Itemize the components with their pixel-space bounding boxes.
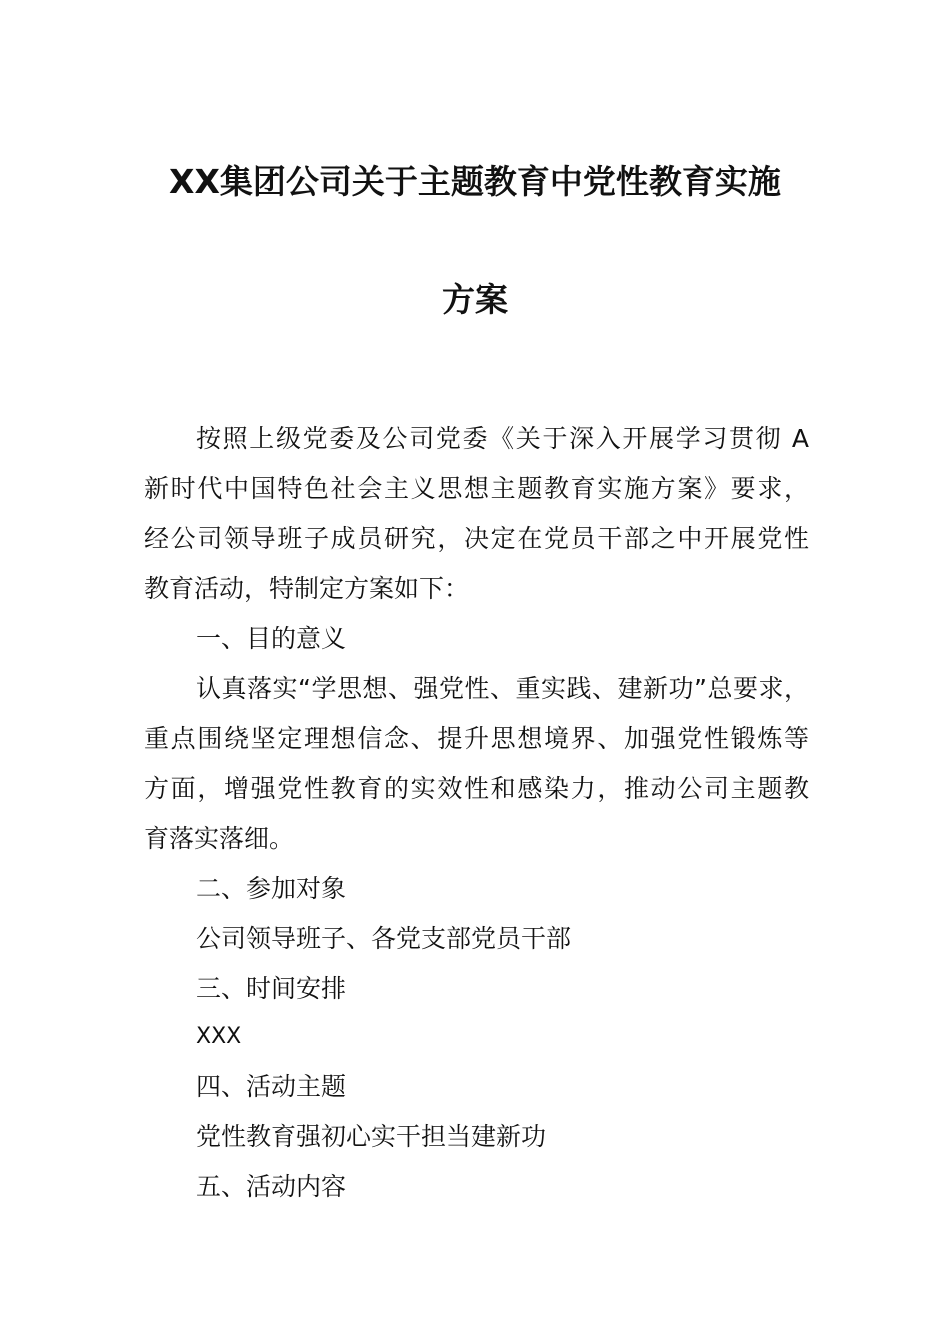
section1-line-3: 方面，增强党性教育的实效性和感染力，推动公司主题教 bbox=[144, 774, 809, 803]
section-heading-participants: 二、参加对象 bbox=[196, 874, 347, 903]
intro-paragraph-line-2: 新时代中国特色社会主义思想主题教育实施方案》要求， bbox=[144, 474, 809, 503]
section1-line-4: 育落实落细。 bbox=[144, 824, 295, 853]
section2-body: 公司领导班子、各党支部党员干部 bbox=[196, 924, 572, 953]
section3-body: XXX bbox=[196, 1024, 242, 1049]
document-title-line-2: 方案 bbox=[442, 280, 508, 319]
document-title-line-1: XX集团公司关于主题教育中党性教育实施 bbox=[169, 162, 781, 201]
section1-line-2: 重点围绕坚定理想信念、提升思想境界、加强党性锻炼等 bbox=[144, 724, 809, 753]
intro-paragraph-line-1: 按照上级党委及公司党委《关于深入开展学习贯彻 A bbox=[196, 424, 809, 453]
section-heading-theme: 四、活动主题 bbox=[196, 1072, 347, 1101]
intro-paragraph-line-3: 经公司领导班子成员研究，决定在党员干部之中开展党性 bbox=[144, 524, 809, 553]
section-heading-purpose: 一、目的意义 bbox=[196, 624, 347, 653]
section-heading-content: 五、活动内容 bbox=[196, 1172, 347, 1201]
section-heading-schedule: 三、时间安排 bbox=[196, 974, 347, 1003]
intro-paragraph-line-4: 教育活动，特制定方案如下： bbox=[144, 574, 470, 603]
section1-line-1: 认真落实“学思想、强党性、重实践、建新功”总要求， bbox=[196, 674, 809, 703]
section4-body: 党性教育强初心实干担当建新功 bbox=[196, 1122, 547, 1151]
